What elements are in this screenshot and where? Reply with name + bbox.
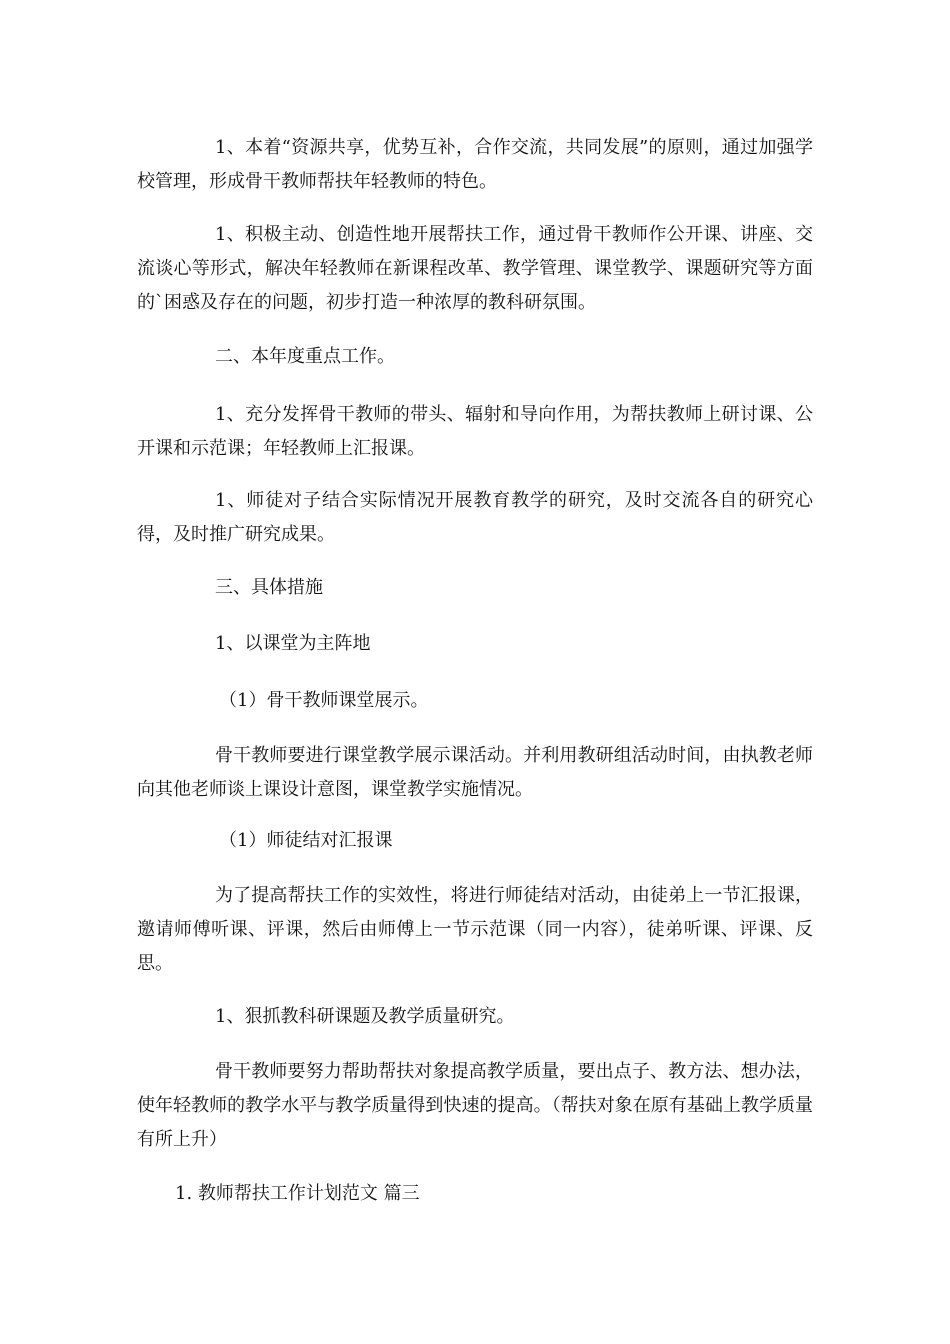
paragraph-report-class-details: 为了提高帮扶工作的实效性，将进行师徒结对活动，由徒弟上一节汇报课，邀请师傅听课、评课，然后由师傅上一节示范课（同一内容），徒弟听课、评课、反思。 bbox=[137, 885, 813, 974]
paragraph-quality-details: 骨干教师要努力帮助帮扶对象提高教学质量，要出点子、教方法、想办法，使年轻教师的教学水平与教学质量得到快速的提高。（帮扶对象在原有基础上教学质量有所上升） bbox=[137, 1061, 813, 1150]
paragraph-showcase-details: 骨干教师要进行课堂教学展示课活动。并利用教研组活动时间，由执教老师向其他老师谈上课设计意图，课堂教学实施情况。 bbox=[137, 745, 813, 800]
subheading-backbone-showcase: （1）骨干教师课堂展示。 bbox=[219, 690, 429, 711]
paragraph-pair-research: 1、师徒对子结合实际情况开展教育教学的研究，及时交流各自的研究心得，及时推广研究成果。 bbox=[137, 490, 813, 545]
paragraph-principle: 1、本着“资源共享，优势互补，合作交流，共同发展”的原则，通过加强学校管理，形成骨干教师帮扶年轻教师的特色。 bbox=[137, 137, 813, 192]
section-heading-measures: 三、具体措施 bbox=[215, 577, 323, 598]
section-heading-key-work: 二、本年度重点工作。 bbox=[215, 346, 395, 367]
subheading-classroom: 1、以课堂为主阵地 bbox=[215, 633, 371, 654]
paragraph-mentoring-approach: 1、积极主动、创造性地开展帮扶工作，通过骨干教师作公开课、讲座、交流谈心等形式，解决年轻教师在新课程改革、教学管理、课堂教学、课题研究等方面的`困惑及存在的问题，初步打造一种浓厚的教科研氛围。 bbox=[137, 224, 813, 313]
next-section-title: 1. 教师帮扶工作计划范文 篇三 bbox=[175, 1183, 420, 1204]
subheading-pair-report-class: （1）师徒结对汇报课 bbox=[219, 830, 393, 851]
paragraph-backbone-role: 1、充分发挥骨干教师的带头、辐射和导向作用，为帮扶教师上研讨课、公开课和示范课；年轻教师上汇报课。 bbox=[137, 404, 813, 459]
subheading-research-quality: 1、狠抓教科研课题及教学质量研究。 bbox=[215, 1006, 515, 1027]
